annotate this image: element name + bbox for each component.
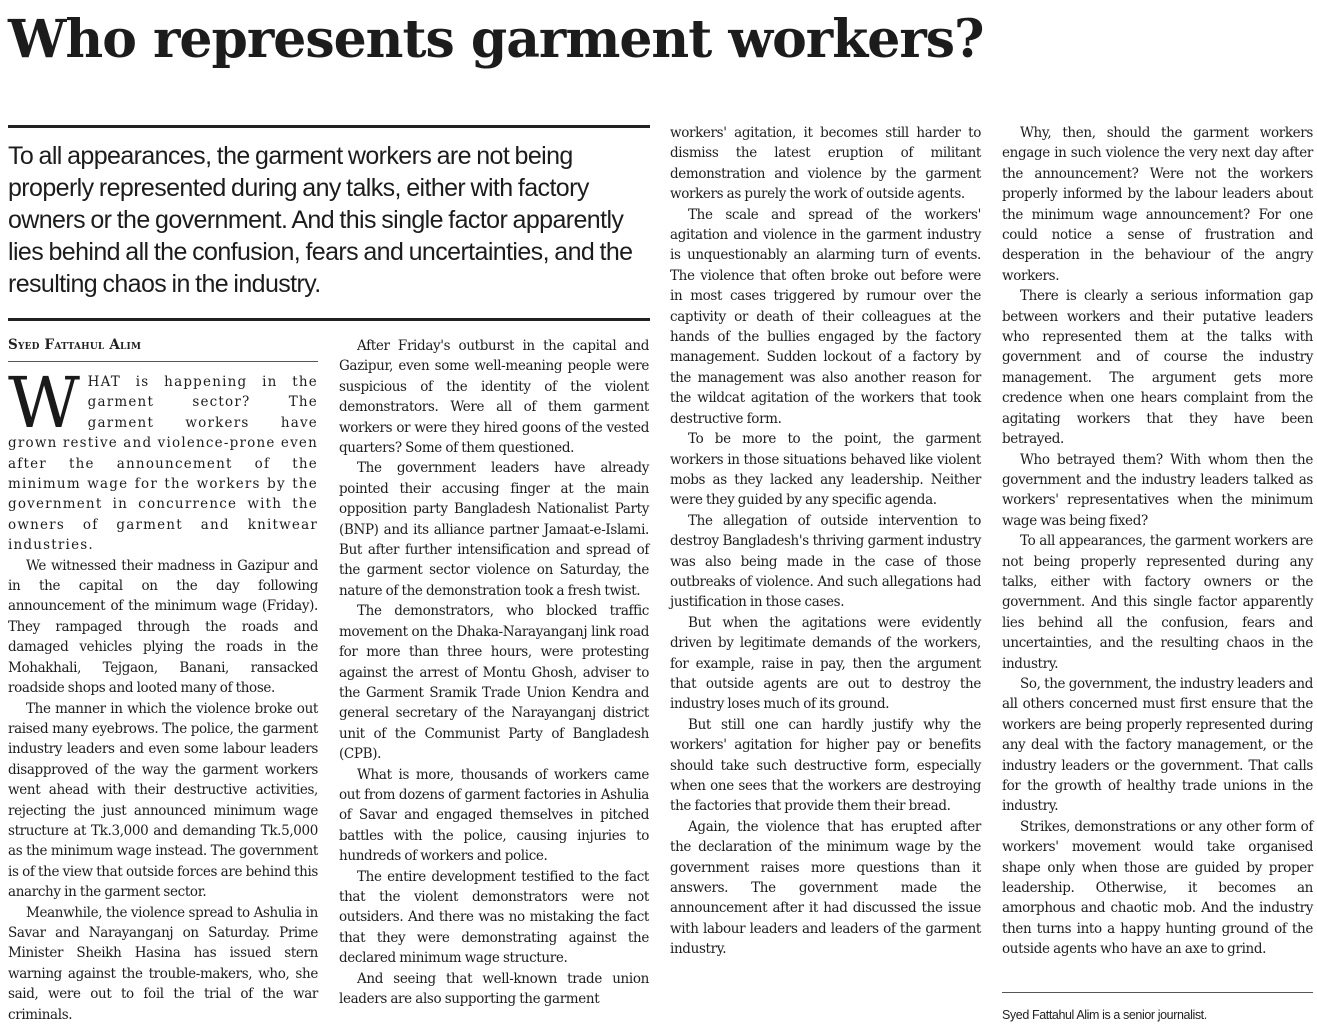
article-paragraph: What is more, thousands of workers came out from dozens of garment factories in Ashulia of Savar and engaged themselves in pitched battles with the police, causing injuries to hundreds of workers and police. — [339, 766, 649, 865]
article-paragraph: The entire development testified to the fact that the violent demonstrators were not outsiders. And there was no mistaking the fact that they were demonstrating against the declared minimum wage structure. — [339, 868, 649, 967]
article-paragraph: To be more to the point, the garment workers in those situations behaved like violent mobs as they lacked any leadership. Neither were they guided by any specific agenda. — [670, 431, 981, 509]
article-column-2 — [339, 336, 649, 1009]
article-column-4 — [1002, 123, 1313, 960]
article-paragraph: The manner in which the violence broke out raised many eyebrows. The police, the garment industry leaders and even some labour leaders disapproved of the way the garment workers went ahead with their destructive activities, rejecting the just announced minimum wage structure at Tk.3,000 and demanding Tk.5,000 as the minimum wage instead. The government is of the view that outside forces are behind this anarchy in the garment sector. — [8, 700, 318, 901]
article-paragraph: We witnessed their madness in Gazipur and in the capital on the day following announcement of the minimum wage (Friday). They rampaged through the roads and damaged vehicles plying the roads in the Mohakhali, Tejgaon, Banani, ransacked roadside shops and looted many of those. — [8, 557, 318, 697]
article-paragraph — [8, 362, 318, 556]
article-paragraph: To all appearances, the garment workers are not being properly represented during any talks, either with factory owners or the government. And this single factor apparently lies behind all the confusion, fears and uncertainties, and the resulting chaos in the industry. — [1002, 533, 1313, 672]
article-paragraph: Strikes, demonstrations or any other form of workers' movement would take organised shape only when those are guided by proper leadership. Otherwise, it becomes an amorphous and chaotic mob. And the industry then turns into a happy hunting ground of the outside agents who have an axe to grind. — [1002, 818, 1313, 958]
footnote-rule — [1002, 992, 1313, 993]
byline: Syed Fattahul Alim — [8, 337, 142, 353]
drop-cap: W — [8, 362, 80, 444]
headline: Who represents garment workers? — [8, 9, 984, 70]
article-paragraph: So, the government, the industry leaders and all others concerned must first ensure that the workers are being properly represented during any deal with the factory management, or the industry leaders or the government. That calls for the growth of healthy trade unions in the industry. — [1002, 675, 1313, 815]
author-footnote: Syed Fattahul Alim is a senior journalist. — [1002, 1008, 1207, 1022]
standfirst: To all appearances, the garment workers are not being properly represented during any talks, either with factory owners or the government. And this single factor apparently lies behind all the confusion, fears and uncertainties, and the resulting chaos in the industry. — [8, 142, 633, 298]
standfirst-top-rule — [8, 125, 650, 128]
article-paragraph: And seeing that well-known trade union leaders are also supporting the garment — [339, 970, 649, 1007]
article-paragraph: Why, then, should the garment workers engage in such violence the very next day after the announcement? Were not the workers properly informed by the labour leaders about the minimum wage announcement? For one could notice a sense of frustration and desperation in the behaviour of the angry workers. — [1002, 125, 1313, 284]
article-paragraph: After Friday's outburst in the capital and Gazipur, even some well-meaning people were suspicious of the identity of the violent demonstrators. Were all of them garment workers or were they hired goons of the vested quarters? Some of them questioned. — [339, 338, 649, 457]
article-column-1 — [8, 362, 318, 1025]
article-paragraph: But still one can hardly justify why the workers' agitation for higher pay or benefits should take such destructive form, especially when one sees that the workers are destroying the factories that provide them their bread. — [670, 716, 981, 815]
article-paragraph: The government leaders have already pointed their accusing finger at the main opposition party Bangladesh Nationalist Party (BNP) and its alliance partner Jamaat-e-Islami. But after further intensification and spread of the garment sector violence on Saturday, the nature of the demonstration took a fresh twist. — [339, 460, 649, 599]
standfirst-bottom-rule — [8, 318, 650, 321]
article-paragraph: workers' agitation, it becomes still harder to dismiss the latest eruption of militant demonstration and violence by the garment workers as purely the work of outside agents. — [670, 125, 981, 203]
article-paragraph: The scale and spread of the workers' agitation and violence in the garment industry is unquestionably an alarming turn of events. The violence that often broke out before were in most cases triggered by rumour over the captivity or death of their colleagues at the hands of the bullies engaged by the factory management. Sudden lockout of a factory by the management was also another reason for the wildcat agitation of the workers that took destructive form. — [670, 206, 981, 427]
article-paragraph: The demonstrators, who blocked traffic movement on the Dhaka-Narayanganj link road for more than three hours, were protesting against the arrest of Montu Ghosh, adviser to the Garment Sramik Trade Union Kendra and general secretary of the Narayanganj district unit of the Communist Party of Bangladesh (CPB). — [339, 603, 649, 763]
article-paragraph: Again, the violence that has erupted after the declaration of the minimum wage by the government raises more questions than it answers. The government made the announcement after it had discussed the issue with labour leaders and leaders of the garment industry. — [670, 818, 981, 958]
article-paragraph: The allegation of outside intervention to destroy Bangladesh's thriving garment industry was also being made in the case of those outbreaks of violence. And such allegations had justification in those cases. — [670, 512, 981, 611]
article-paragraph: Who betrayed them? With whom then the government and the industry leaders talked as workers' representatives when the minimum wage was being fixed? — [1002, 451, 1313, 529]
lead-paragraph-text: HAT is happening in the garment sector? The garment workers have grown restive and violence-prone even after the announcement of the minimum wage for the workers by the government in concurrence with the owners of garment and knitwear industries. — [8, 374, 318, 554]
article-paragraph: But when the agitations were evidently driven by legitimate demands of the workers, for example, raise in pay, then the argument that outside agents are out to destroy the industry loses much of its ground. — [670, 614, 981, 713]
article-paragraph: Meanwhile, the violence spread to Ashulia in Savar and Narayanganj on Saturday. Prime Minister Sheikh Hasina has issued stern warning against the trouble-makers, who, she said, were out to foil the trial of the war criminals. — [8, 904, 318, 1023]
article-paragraph: There is clearly a serious information gap between workers and their putative leaders who represented them at the talks with government and of course the industry management. The argument gets more credence when one hears complaint from the agitating workers that they have been betrayed. — [1002, 288, 1313, 448]
article-column-3 — [670, 123, 981, 960]
